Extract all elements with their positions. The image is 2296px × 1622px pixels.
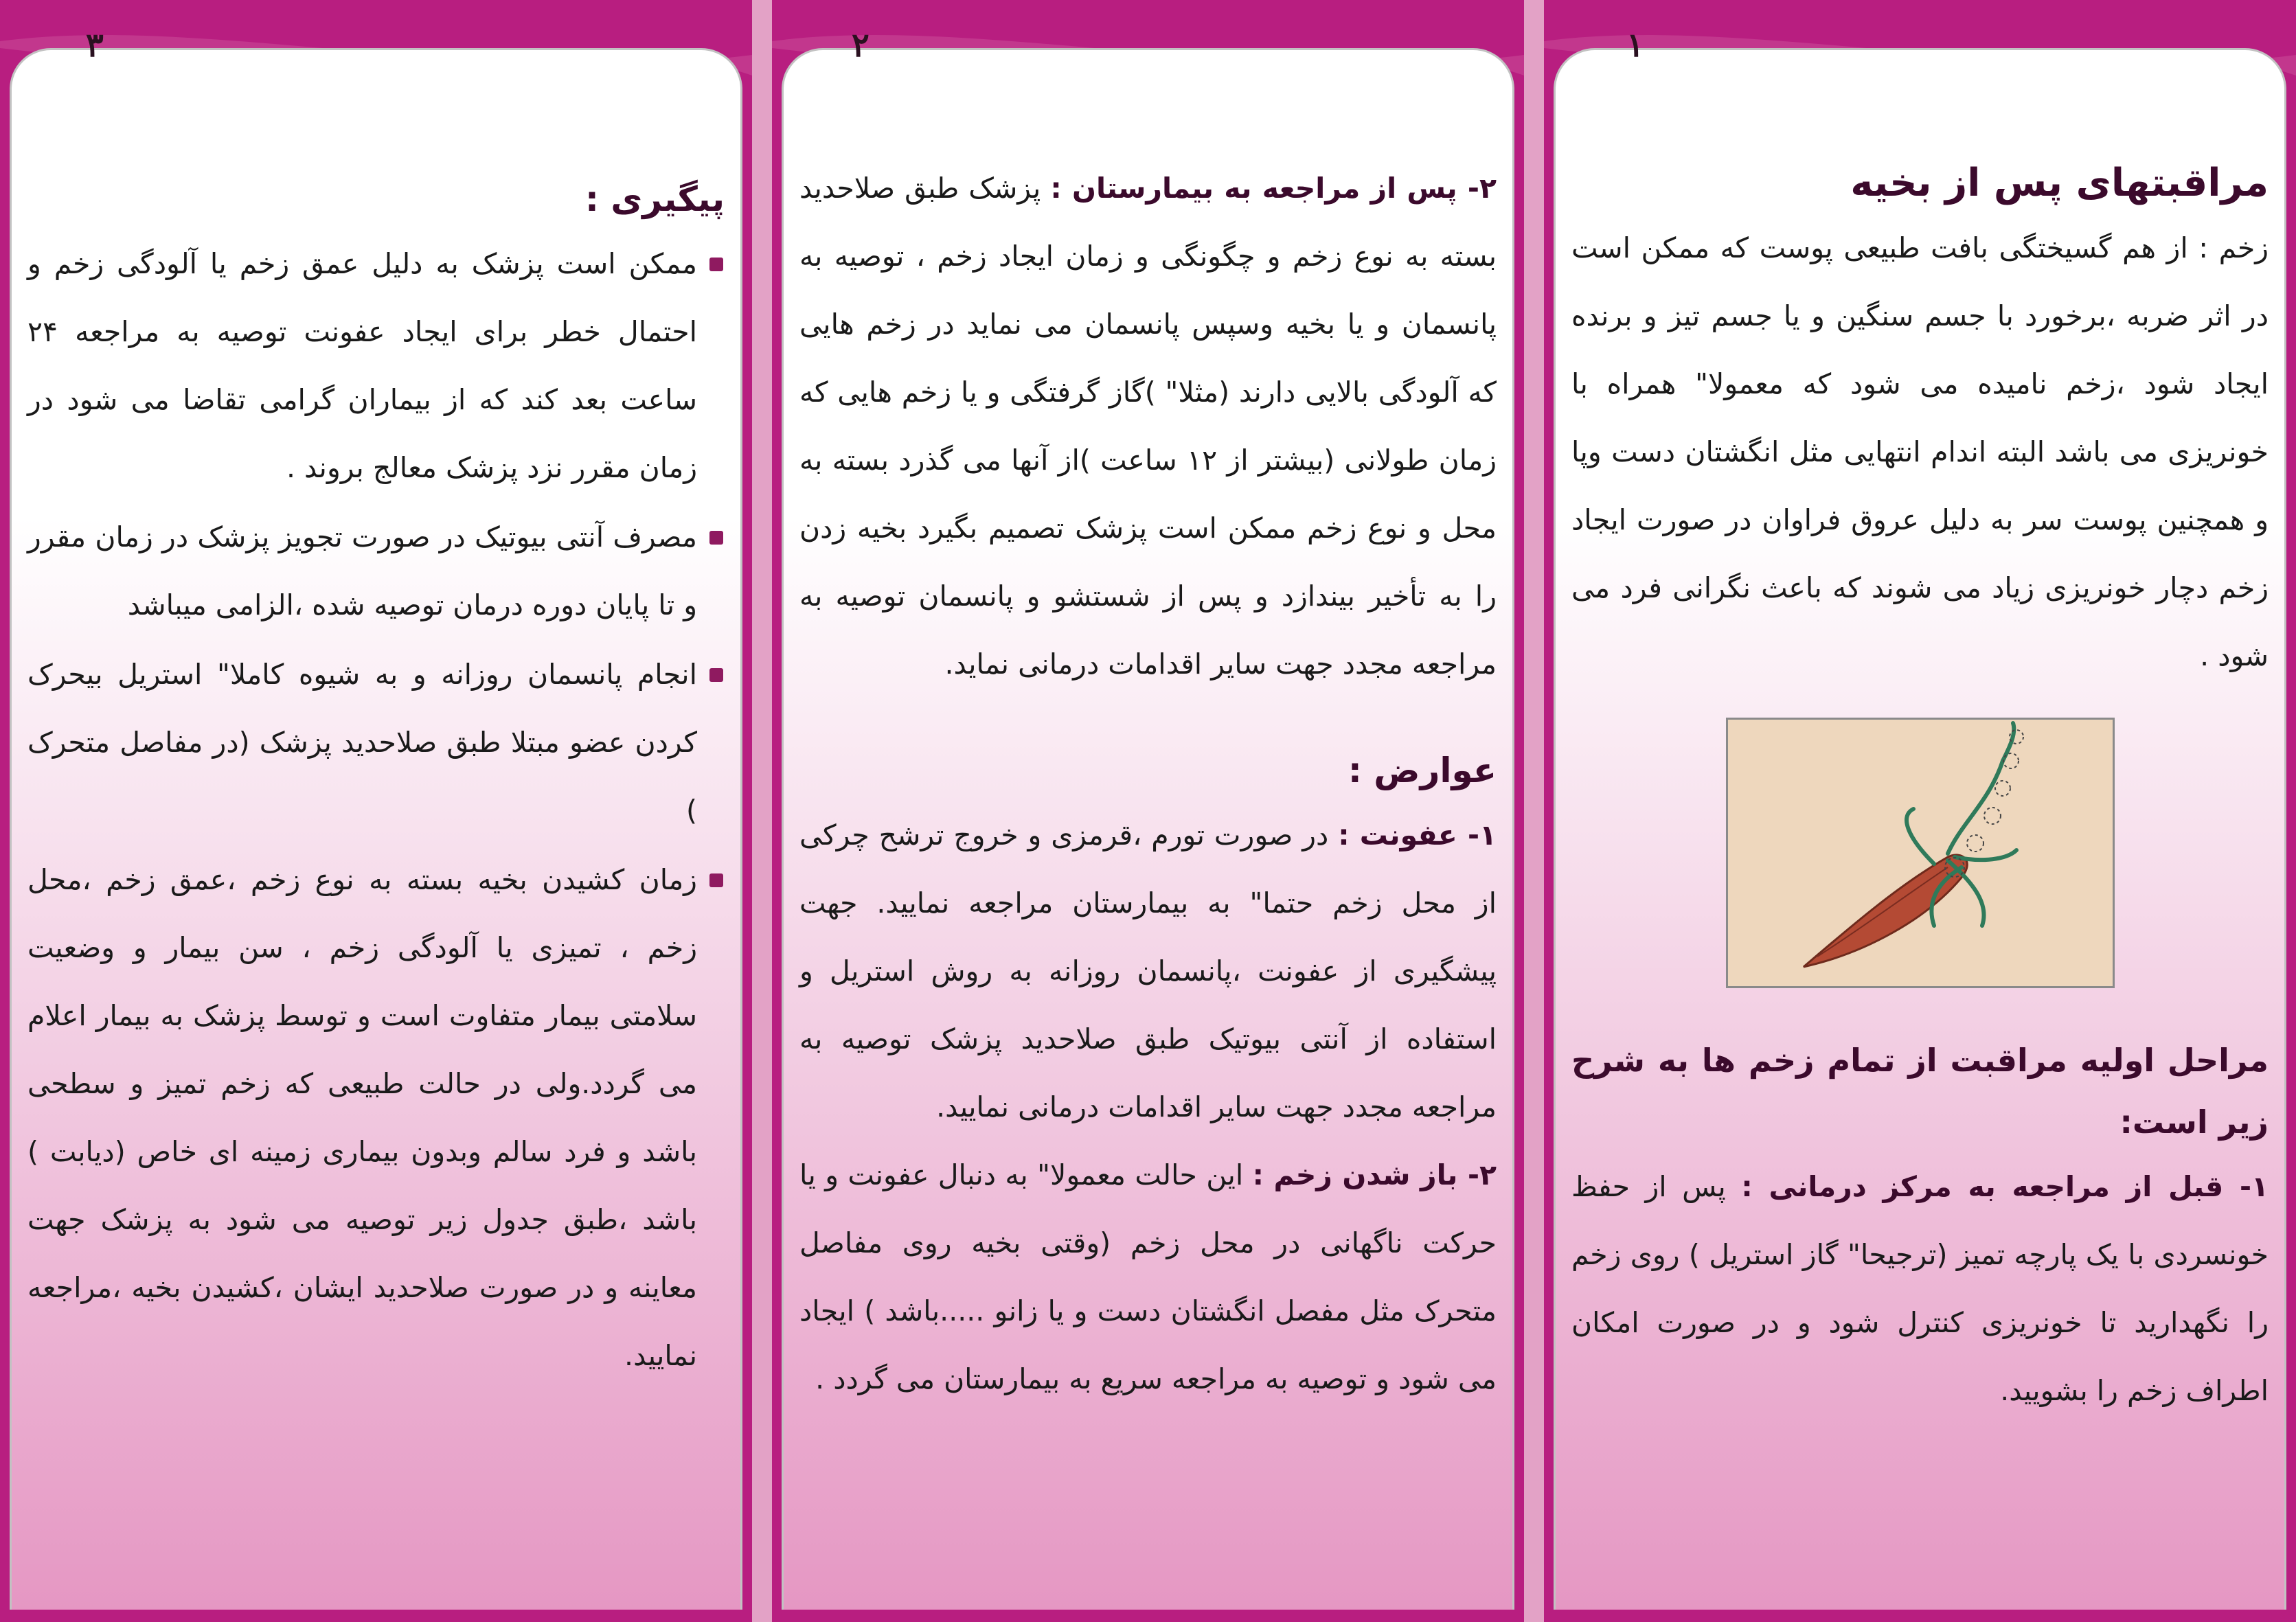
page-number: ۱	[1626, 26, 1644, 65]
wound-opening-paragraph	[799, 1141, 1497, 1413]
panel-page-1	[1544, 0, 2296, 1622]
page-number: ۲	[852, 26, 869, 65]
followup-list	[27, 230, 725, 1390]
list-item: ممکن است پزشک به دلیل عمق زخم یا آلودگی زخم و احتمال خطر برای ایجاد عفونت توصیه به مراجعه ۲۴ ساعت بعد کند که از بیماران گرامی تقاضا می شود در زمان مقرر نزد پزشک معالج بروند .	[27, 230, 697, 502]
list-item: انجام پانسمان روزانه و به شیوه کاملا" استریل بیحرک کردن عضو مبتلا طبق صلاحدید پزشک (در مفاصل متحرک )	[27, 641, 697, 845]
page-title: مراقبتهای پس از بخیه	[1850, 161, 2269, 205]
followup-section	[27, 168, 725, 1391]
list-item: مصرف آنتی بیوتیک در صورت تجویز پزشک در زمان مقرر و تا پایان دوره درمان توصیه شده ،الزامی میباشد	[27, 503, 697, 639]
panel-page-2	[772, 0, 1524, 1622]
list-item: زمان کشیدن بخیه بسته به نوع زخم ،عمق زخم ،محل زخم ، تمیزی یا آلودگی زخم ، سن بیمار و وضعیت سلامتی بیمار متفاوت است و توسط پزشک به بیمار اعلام می گردد.ولی در حالت طبیعی که زخم تمیز و سطحی باشد و فرد سالم وبدون بیماری زمینه ای خاص (دیابت ) باشد ،طبق جدول زیر توصیه می شود به پزشک جهت معاینه و در صورت صلاحدید ایشان ،کشیدن بخیه ،مراجعه نمایید.	[27, 846, 697, 1390]
infection-text: در صورت تورم ،قرمزی و خروج ترشح چرکی از محل زخم حتما" به بیمارستان مراجعه نمایید. جهت پیشگیری از عفونت ،پانسمان روزانه به روش استریل و استفاده از آنتی بیوتیک طبق صلاحدید پزشک توصیه به مراجعه مجدد جهت سایر اقدامات درمانی نمایید.	[799, 819, 1497, 1123]
step1-text: پس از حفظ خونسردی با یک پارچه تمیز (ترجیحا" گاز استریل ) روی زخم را نگهدارید تا خونریزی کنترل شود و در صورت امکان اطراف زخم را بشویید.	[1571, 1170, 2269, 1407]
step2-text: پزشک طبق صلاحدید بسته به نوع زخم و چگونگی و زمان ایجاد زخم ، توصیه به پانسمان و یا بخیه وسپس پانسمان می نماید در زخم هایی که آلودگی بالایی دارند (مثلا" )گاز گرفتگی و یا زخم هایی که زمان طولانی (بیشتر از ۱۲ ساعت )از آنها می گذرد بسته به محل و نوع زخم ممکن است پزشک تصمیم بگیرد بخیه زدن را به تأخیر بیندازد و پس از شستشو و پانسمان توصیه به مراجعه مجدد جهت سایر اقدامات درمانی نماید.	[799, 172, 1497, 681]
infection-label: ۱- عفونت :	[1338, 819, 1497, 852]
step1-paragraph	[1571, 1153, 2269, 1425]
followup-heading: پیگیری :	[584, 179, 725, 219]
step1-label: ۱- قبل از مراجعه به مرکز درمانی :	[1741, 1170, 2269, 1203]
step2-label: ۲- پس از مراجعه به بیمارستان :	[1050, 172, 1497, 205]
intro-section	[1571, 152, 2269, 1425]
intro-paragraph: زخم : از هم گسیختگی بافت طبیعی پوست که ممکن است در اثر ضربه ،برخورد با جسم سنگین و یا جسم تیز و برنده ایجاد شود ،زخم نامیده می شود که معمولا" همراه با خونریزی می باشد البته اندام انتهایی مثل انگشتان دست وپا و همچنین پوست سر به دلیل عروق فراوان در صورت ایجاد زخم دچار خونریزی زیاد می شوند که باعث نگرانی فرد می شود .	[1571, 231, 2269, 672]
panel-page-3	[0, 0, 752, 1622]
wound-opening-text: این حالت معمولا" به دنبال عفونت و یا حرکت ناگهانی در محل زخم (وقتی بخیه روی مفاصل متحرک مثل مفصل انگشتان دست و یا زانو .....باشد ) ایجاد می شود و توصیه به مراجعه سریع به بیمارستان می گردد .	[799, 1158, 1497, 1395]
sutured-wound-icon	[1728, 720, 2113, 986]
wound-opening-label: ۲- باز شدن زخم :	[1252, 1158, 1497, 1191]
stages-heading: مراحل اولیه مراقبت از تمام زخم ها به شرح زیر است:	[1571, 1042, 2269, 1141]
complications-heading: عوارض :	[1348, 751, 1497, 790]
infection-paragraph	[799, 801, 1497, 1141]
page-number: ۳	[86, 26, 104, 65]
hospital-section	[799, 155, 1497, 1413]
sutured-wound-illustration	[1726, 718, 2115, 988]
step2-paragraph	[799, 155, 1497, 698]
